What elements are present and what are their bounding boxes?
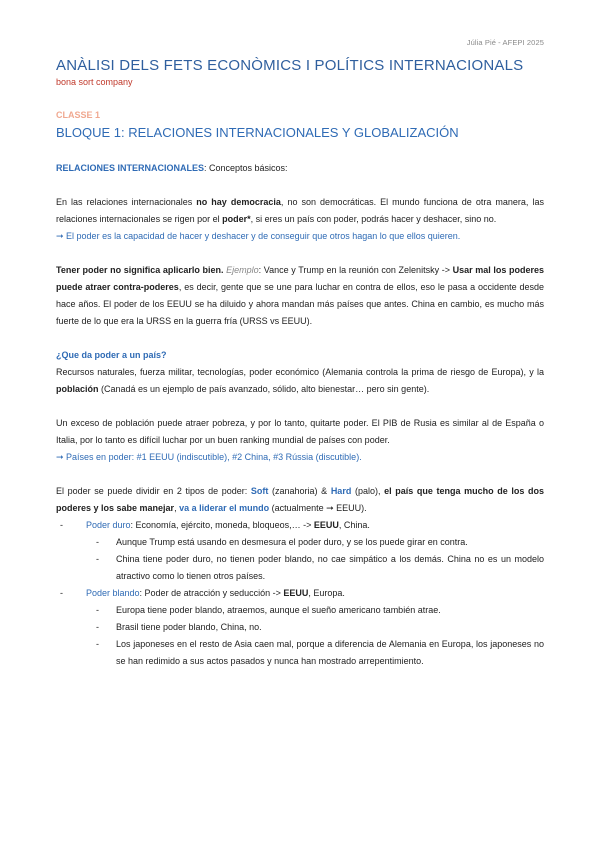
author-header: Júlia Pié - AFEPI 2025	[466, 38, 544, 47]
bullet-dash: -	[96, 622, 99, 632]
hard-label: Hard	[330, 486, 352, 496]
emphasis-text: el país que tenga mucho de los dos poderes y los sabe manejar	[56, 486, 545, 513]
power-types-list	[56, 517, 544, 670]
list-item-poder-duro	[56, 517, 544, 585]
paragraph-recursos	[56, 364, 544, 398]
poder-duro-label: Poder duro	[86, 520, 131, 530]
bullet-dash: -	[60, 588, 63, 598]
text-run: : Economía, ejército, moneda, bloqueos,… ->	[130, 520, 314, 530]
question-heading: ¿Que da poder a un país?	[56, 350, 167, 360]
list-item-text: China tiene poder duro, no tienen poder blando, no cae simpático a los demás. China no es un modelo atractivo como lo tienen otros países.	[116, 554, 544, 581]
section-heading-relaciones	[56, 160, 544, 177]
text-run: , Europa.	[308, 588, 345, 598]
text-run: , si eres un país con poder, podrás hacer y deshacer, sino no.	[250, 214, 497, 224]
document-body	[56, 160, 544, 670]
section-heading-rest: : Conceptos básicos:	[204, 163, 288, 173]
list-item	[86, 551, 544, 585]
note-paises-poder: ➞ Países en poder: #1 EEUU (indiscutible), #2 China, #3 Rússia (discutible).	[56, 452, 362, 462]
text-run: (actualmente ➞ EEUU).	[269, 503, 367, 513]
emphasis-text: va a liderar el mundo	[179, 503, 270, 513]
text-run: , es decir, gente que se une para luchar en contra de ellos, eso le pasa a occidente desde hace años. El poder de los EEUU se ha diluido y ahora mandan más países que antes. China en cambio, es mucho más fuerte de lo que era la URSS en la guerra fría (URSS vs EEUU).	[56, 282, 544, 326]
text-run: : Vance y Trump en la reunión con Zelenitsky ->	[258, 265, 453, 275]
emphasis-text: Usar mal los poderes puede atraer contra-poderes	[56, 265, 544, 292]
block-heading: BLOQUE 1: RELACIONES INTERNACIONALES Y GLOBALIZACIÓN	[56, 125, 459, 140]
text-run: Recursos naturales, fuerza militar, tecnologías, poder económico (Alemania controla la prima de riesgo de Europa), y la	[56, 367, 544, 377]
emphasis-text: EEUU	[313, 520, 339, 530]
soft-label: Soft	[250, 486, 269, 496]
emphasis-text: EEUU	[283, 588, 309, 598]
text-run: (palo),	[351, 486, 385, 496]
text-run: , China.	[338, 520, 370, 530]
list-item-text: Los japoneses en el resto de Asia caen mal, porque a diferencia de Alemania en Europa, los japoneses no se han redimido a sus actos pasados y nunca han mostrado arrepentimiento.	[116, 639, 544, 666]
text-run: : Poder de atracción y seducción ->	[139, 588, 284, 598]
bullet-dash: -	[96, 639, 99, 649]
text-run: (Canadá es un ejemplo de país avanzado, sólido, alto bienestar… pero sin gente).	[98, 384, 430, 394]
paragraph-tipos-poder	[56, 483, 544, 517]
list-item-poder-blando	[56, 585, 544, 670]
list-item	[86, 619, 544, 636]
emphasis-text: Tener poder no significa aplicarlo bien.	[56, 265, 224, 275]
bullet-dash: -	[96, 605, 99, 615]
bullet-dash: -	[96, 537, 99, 547]
text-run: En las relaciones internacionales	[56, 197, 197, 207]
bullet-dash: -	[96, 554, 99, 564]
list-item	[86, 534, 544, 551]
class-label: CLASSE 1	[56, 110, 101, 120]
emphasis-text: población	[56, 384, 99, 394]
paragraph-democracia	[56, 194, 544, 228]
bullet-dash: -	[60, 520, 63, 530]
list-item-text: Brasil tiene poder blando, China, no.	[116, 622, 262, 632]
text-run: , no son democráticas. El mundo funciona de otra manera, las relaciones internacionales se rigen por el	[56, 197, 544, 224]
poder-duro-sublist	[86, 534, 544, 585]
paragraph-tener-poder	[56, 262, 544, 330]
section-heading-label: RELACIONES INTERNACIONALES	[56, 163, 205, 173]
document-subtitle: bona sort company	[56, 77, 133, 87]
emphasis-text: no hay democracia	[196, 197, 281, 207]
example-label: Ejemplo	[223, 265, 259, 275]
list-item-text: Europa tiene poder blando, atraemos, aunque el sueño americano también atrae.	[116, 605, 441, 615]
list-item	[86, 636, 544, 670]
list-item	[86, 602, 544, 619]
list-item-text: Aunque Trump está usando en desmesura el poder duro, y se los puede girar en contra.	[116, 537, 468, 547]
text-run: (zanahoria) &	[268, 486, 331, 496]
paragraph-poblacion: Un exceso de población puede atraer pobreza, y por lo tanto, quitarte poder. El PIB de Rusia es similar al de España o Italia, por lo tanto es difícil luchar por un buen ranking mundial de países con poder.	[56, 418, 544, 445]
emphasis-text: poder*	[222, 214, 251, 224]
text-run: El poder se puede dividir en 2 tipos de poder:	[56, 486, 251, 496]
poder-blando-label: Poder blando	[86, 588, 140, 598]
text-run: ,	[174, 503, 180, 513]
poder-blando-sublist	[86, 602, 544, 670]
document-title: ANÀLISI DELS FETS ECONÒMICS I POLÍTICS INTERNACIONALS	[56, 57, 524, 74]
note-poder-definition: ➞ El poder es la capacidad de hacer y deshacer y de conseguir que otros hagan lo que ellos quieren.	[56, 231, 461, 241]
